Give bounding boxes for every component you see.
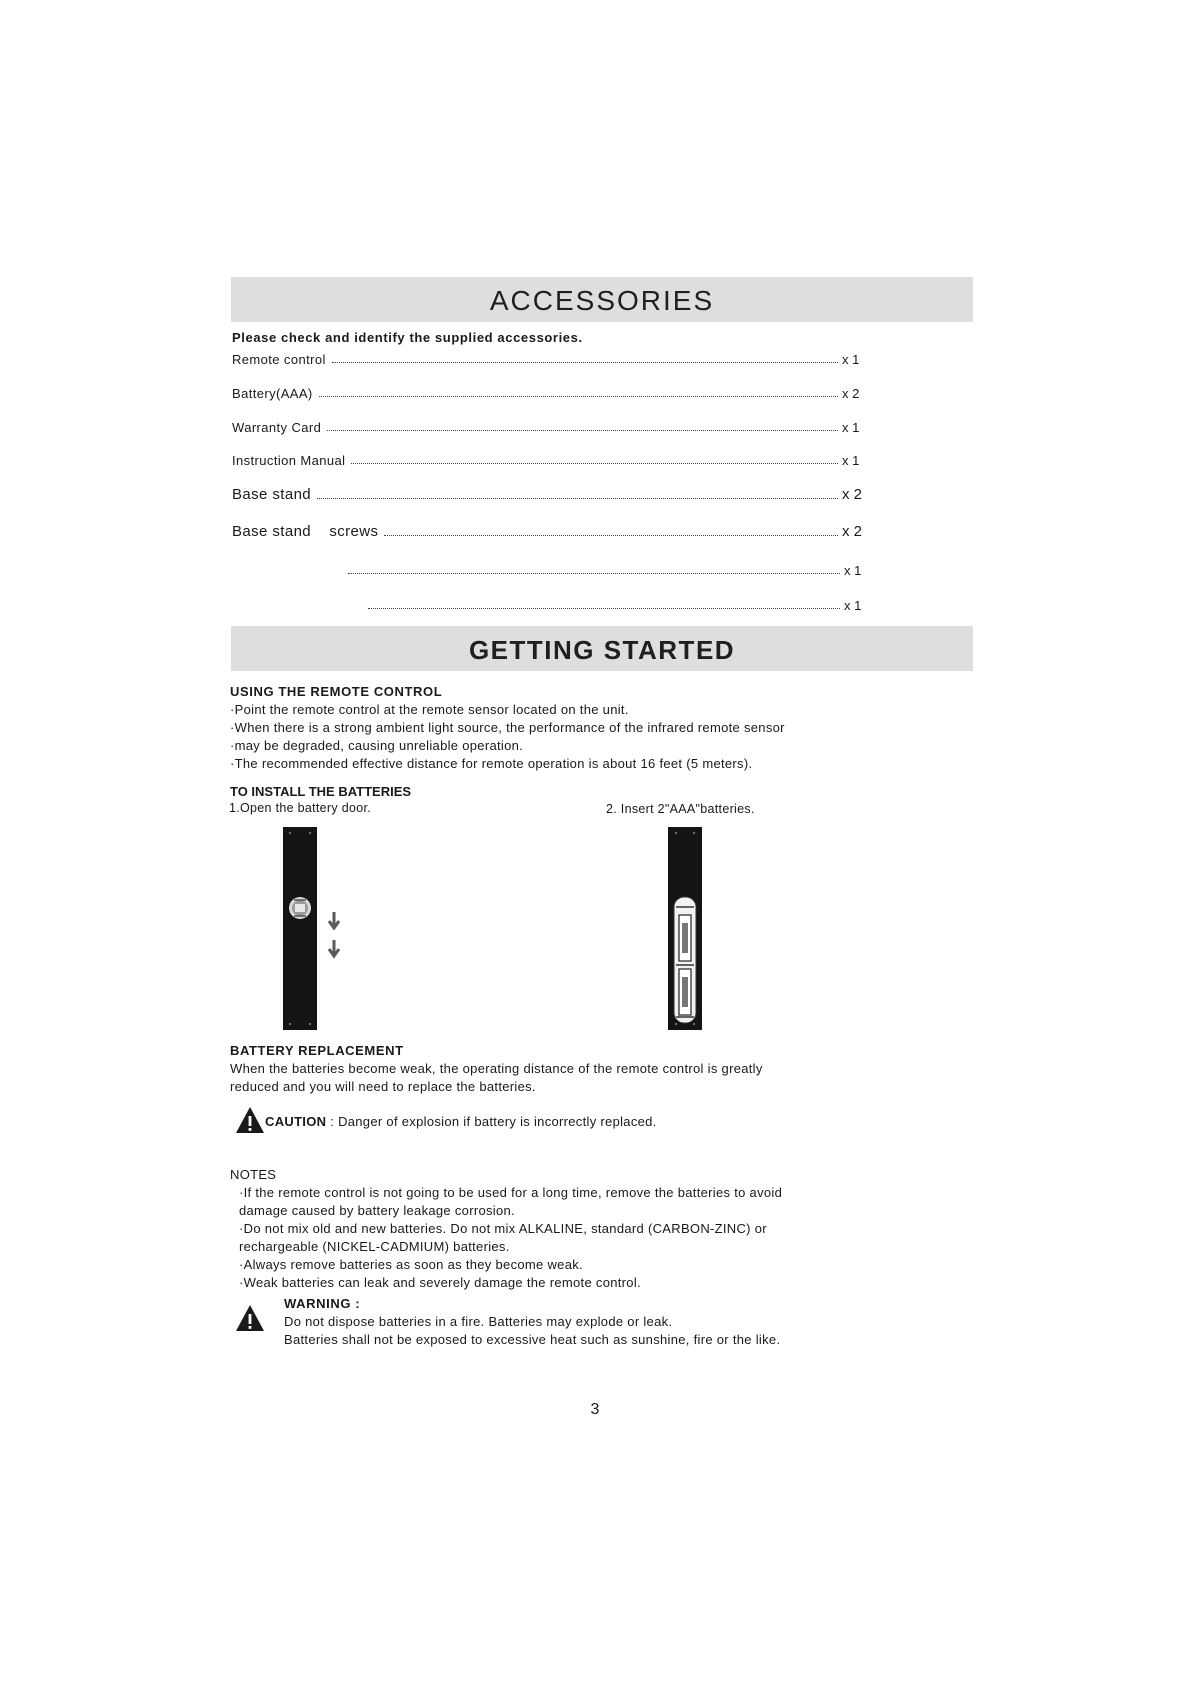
battery-door-open-icon	[283, 827, 343, 1032]
getting-started-banner	[231, 626, 973, 671]
warning-label: WARNING :	[284, 1296, 361, 1311]
accessory-qty: x 1	[844, 598, 862, 613]
caution-icon	[235, 1106, 265, 1134]
accessory-name: Remote control	[232, 352, 326, 367]
remote-line: ·may be degraded, causing unreliable operation.	[230, 738, 524, 753]
page-number: 3	[590, 1401, 600, 1418]
accessory-row	[342, 557, 870, 579]
leader-dots	[351, 463, 838, 464]
accessory-name: Warranty Card	[232, 420, 322, 435]
caution-line	[265, 1114, 657, 1129]
notes-line: rechargeable (NICKEL-CADMIUM) batteries.	[239, 1239, 510, 1254]
notes-heading: NOTES	[230, 1167, 277, 1182]
remote-heading: USING THE REMOTE CONTROL	[230, 684, 443, 699]
accessory-name: Instruction Manual	[232, 453, 346, 468]
accessory-row	[362, 592, 870, 614]
accessory-qty: x 1	[844, 563, 862, 578]
accessory-qty: x 2	[842, 386, 860, 401]
replacement-heading: BATTERY REPLACEMENT	[230, 1043, 404, 1058]
warning-line: Do not dispose batteries in a fire. Batteries may explode or leak.	[284, 1314, 673, 1329]
warning-line: Batteries shall not be exposed to excessive heat such as sunshine, fire or the like.	[284, 1332, 781, 1347]
accessory-row	[232, 414, 868, 436]
install-step-2: 2. Insert 2"AAA"batteries.	[606, 802, 755, 816]
notes-line: ·Weak batteries can leak and severely damage the remote control.	[239, 1275, 641, 1290]
accessory-row	[232, 519, 868, 541]
accessories-title: ACCESSORIES	[489, 285, 715, 316]
notes-line: ·Do not mix old and new batteries. Do not mix ALKALINE, standard (CARBON-ZINC) or	[239, 1221, 767, 1236]
battery-compartment-icon	[668, 827, 704, 1032]
accessory-qty: x 1	[842, 352, 860, 367]
leader-dots	[319, 396, 838, 397]
notes-line: ·If the remote control is not going to be used for a long time, remove the batteries to avoid	[239, 1185, 783, 1200]
install-step-1: 1.Open the battery door.	[229, 801, 372, 815]
getting-started-title: GETTING STARTED	[468, 635, 736, 665]
warning-icon	[235, 1304, 265, 1332]
accessory-row	[232, 482, 868, 504]
replacement-line: When the batteries become weak, the operating distance of the remote control is greatly	[230, 1061, 763, 1076]
accessory-qty: x 2	[842, 486, 863, 503]
remote-closed-illustration	[283, 827, 343, 1032]
accessory-qty: x 2	[842, 523, 863, 540]
accessory-row	[232, 380, 868, 402]
leader-dots	[317, 498, 838, 499]
leader-dots	[348, 573, 840, 574]
leader-dots	[332, 362, 838, 363]
caution-text: : Danger of explosion if battery is incorrectly replaced.	[326, 1114, 657, 1129]
accessory-name: Base stand	[232, 486, 312, 503]
remote-line: ·Point the remote control at the remote sensor located on the unit.	[230, 702, 629, 717]
remote-line: ·When there is a strong ambient light source, the performance of the infrared remote sensor	[230, 720, 785, 735]
leader-dots	[327, 430, 838, 431]
accessory-qty: x 1	[842, 453, 860, 468]
remote-batteries-illustration	[668, 827, 704, 1032]
replacement-line: reduced and you will need to replace the batteries.	[230, 1079, 536, 1094]
remote-line: ·The recommended effective distance for remote operation is about 16 feet (5 meters).	[230, 756, 753, 771]
accessories-intro: Please check and identify the supplied accessories.	[232, 330, 583, 345]
notes-line: ·Always remove batteries as soon as they become weak.	[239, 1257, 583, 1272]
accessory-row	[232, 447, 868, 469]
accessory-name: Battery(AAA)	[232, 386, 313, 401]
caution-label: CAUTION	[265, 1114, 327, 1129]
accessories-banner	[231, 277, 973, 322]
accessory-name: Base stand screws	[232, 523, 379, 540]
accessory-qty: x 1	[842, 420, 860, 435]
accessory-row	[232, 346, 868, 368]
leader-dots	[384, 535, 838, 536]
notes-line: damage caused by battery leakage corrosion.	[239, 1203, 515, 1218]
install-heading: TO INSTALL THE BATTERIES	[230, 784, 412, 799]
leader-dots	[368, 608, 840, 609]
